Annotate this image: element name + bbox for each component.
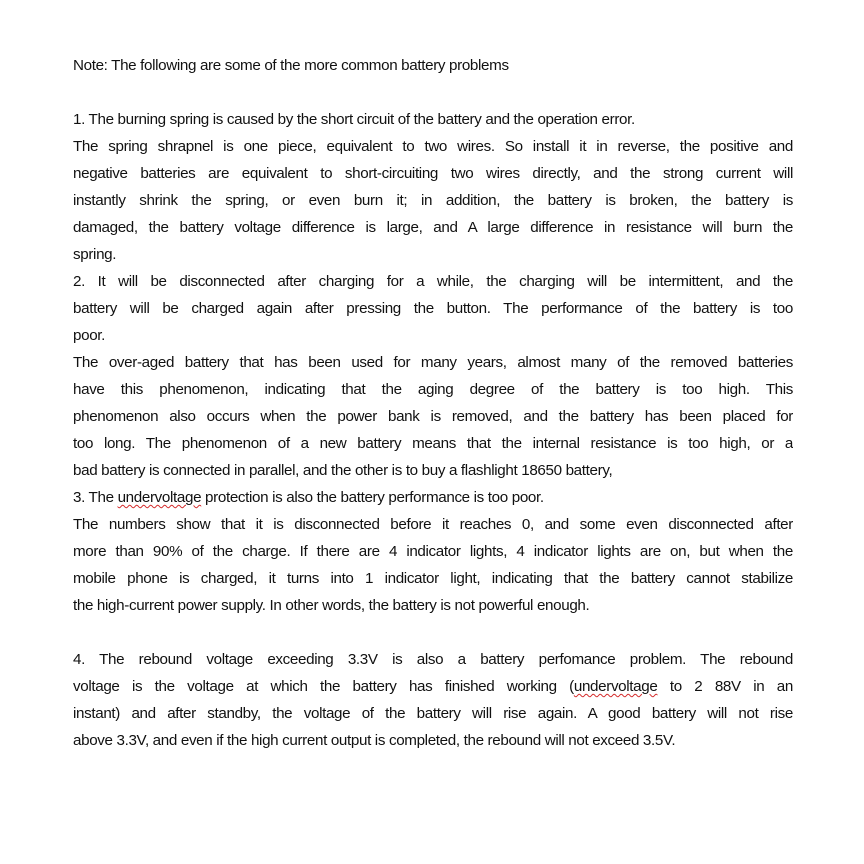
paragraph-line: The over-aged battery that has been used for many years, almost many of the removed batteries: [73, 354, 793, 371]
paragraph-line: 4. The rebound voltage exceeding 3.3V is also a battery perfomance problem. The rebound: [73, 651, 793, 668]
spellcheck-flagged-word[interactable]: undervoltage: [573, 678, 658, 695]
paragraph-line: phenomenon also occurs when the power bank is removed, and the battery has been placed for: [73, 408, 793, 425]
paragraph-line: have this phenomenon, indicating that the aging degree of the battery is too high. This: [73, 381, 793, 398]
blank-line: [73, 619, 793, 646]
paragraph-line: [73, 673, 793, 700]
paragraph-line: 1. The burning spring is caused by the short circuit of the battery and the operation error.: [73, 111, 635, 128]
section-4-rebound-voltage: [73, 646, 793, 754]
paragraph-line: instant) and after standby, the voltage of the battery will rise again. A good battery will not rise: [73, 705, 793, 722]
line-text: to 2 88V in an: [657, 678, 793, 695]
section-2-disconnect-after-charging: [73, 268, 793, 484]
paragraph-line: poor.: [73, 327, 106, 344]
paragraph-line: The spring shrapnel is one piece, equivalent to two wires. So install it in reverse, the positive and: [73, 138, 793, 155]
paragraph-line: battery will be charged again after pressing the button. The performance of the battery is too: [73, 300, 793, 317]
paragraph-line: mobile phone is charged, it turns into 1 indicator light, indicating that the battery cannot stabilize: [73, 570, 793, 587]
document-page: [73, 52, 793, 754]
paragraph-line: The numbers show that it is disconnected before it reaches 0, and some even disconnected after: [73, 516, 793, 533]
paragraph-line: damaged, the battery voltage difference is large, and A large difference in resistance will burn the: [73, 219, 793, 236]
note-line: Note: The following are some of the more common battery problems: [73, 57, 509, 74]
paragraph-line: 2. It will be disconnected after charging for a while, the charging will be intermittent, and the: [73, 273, 793, 290]
section-3-undervoltage-protection: [73, 484, 793, 619]
paragraph-line: more than 90% of the charge. If there are 4 indicator lights, 4 indicator lights are on, but when the: [73, 543, 793, 560]
heading-text: protection is also the battery performance is too poor.: [201, 489, 544, 506]
section-1-burning-spring: [73, 106, 793, 268]
line-text: voltage is the voltage at which the battery has finished working (: [73, 678, 574, 695]
paragraph-line: negative batteries are equivalent to short-circuiting two wires directly, and the strong current will: [73, 165, 793, 182]
paragraph-line: spring.: [73, 246, 117, 263]
paragraph-line: above 3.3V, and even if the high current output is completed, the rebound will not exceed 3.5V.: [73, 732, 676, 749]
spellcheck-flagged-word[interactable]: undervoltage: [117, 489, 202, 506]
blank-line: [73, 79, 793, 106]
paragraph-line: the high-current power supply. In other words, the battery is not powerful enough.: [73, 597, 590, 614]
heading-text: 3. The: [73, 489, 118, 506]
paragraph-line: bad battery is connected in parallel, and the other is to buy a flashlight 18650 battery,: [73, 462, 613, 479]
section-3-heading: [73, 484, 793, 511]
paragraph-line: too long. The phenomenon of a new battery means that the internal resistance is too high, or a: [73, 435, 793, 452]
paragraph-line: instantly shrink the spring, or even burn it; in addition, the battery is broken, the battery is: [73, 192, 793, 209]
